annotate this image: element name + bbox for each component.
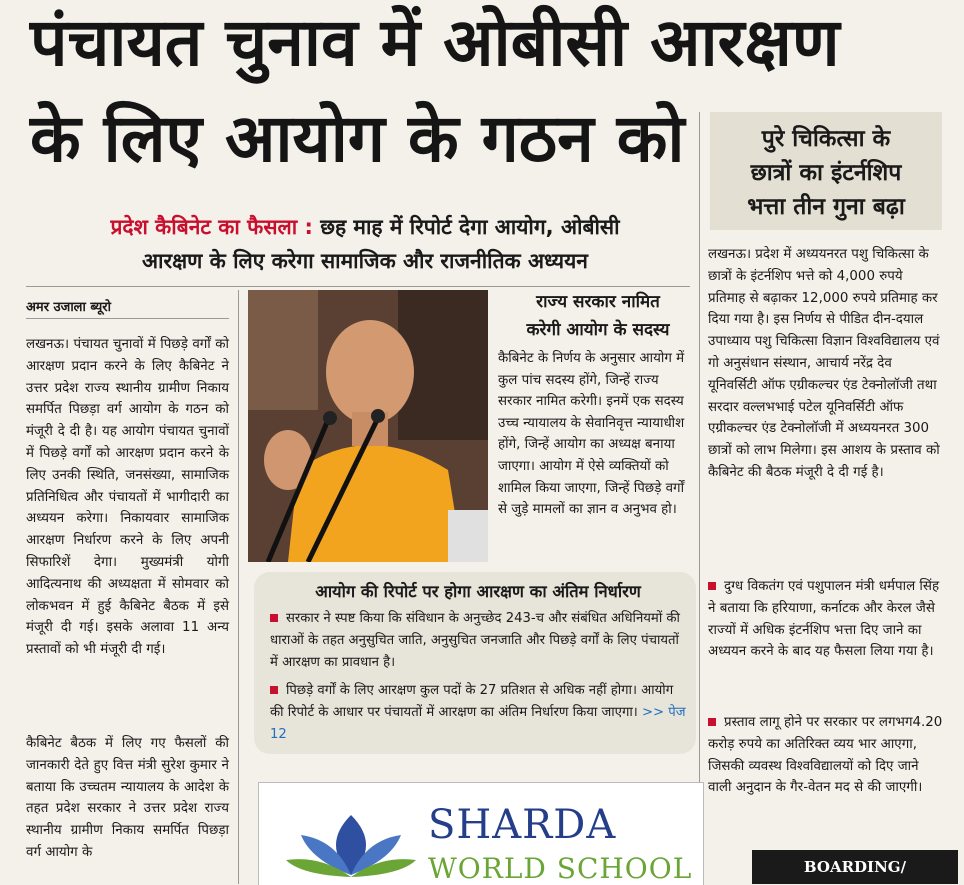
side-story-bullet — [708, 576, 944, 663]
subhead-label: प्रदेश कैबिनेट का फैसला : — [110, 215, 313, 239]
lotus-logo-icon — [281, 805, 421, 885]
headline-line-1: पंचायत चुनाव में ओबीसी आरक्षण — [30, 4, 840, 81]
highlight-bullet-text: सरकार ने स्पष्ट किया कि संविधान के अनुच्छेद 243-च और संबंधित अधिनियमों की धाराओं के तहत अनुसुचित जाति, अनुसुचित जनजाति और पिछड़े वर्गों के लिए पंचायतों में आरक्षण का प्रावधान है। — [270, 611, 680, 670]
main-story-para-2: कैबिनेट बैठक में लिए गए फैसलों की जानकारी देते हुए वित्त मंत्री सुरेश कुमार ने बताया कि उच्चतम न्यायालय के आदेश के तहत प्रदेश सरकार ने उत्तर प्रदेश राज्य स्थानीय ग्रामीण निकाय समर्पित पिछड़ा वर्ग आयोग के — [26, 736, 229, 860]
side-story-bullet — [708, 712, 944, 799]
highlight-bullet — [270, 608, 688, 674]
side-story-title — [720, 122, 932, 224]
subhead-line1: छह माह में रिपोर्ट देगा आयोग, ओबीसी — [312, 215, 620, 239]
side-story-body: लखनऊ। प्रदेश में अध्ययनरत पशु चिकित्सा के छात्रों के इंटर्नशिप भत्ते को 4,000 रुपये प्रतिमाह से बढ़ाकर 12,000 रुपये प्रतिमाह कर दिया गया है। इस निर्णय से पीडित दीन-दयाल उपाध्याय पशु चिकित्सा विज्ञान विश्वविद्यालय एवं गो अनुसंधान संस्थान, आचार्य नरेंद्र देव यूनिवर्सिटी ऑफ एग्रीकल्चर एंड टेक्नोलॉजी तथा सरदार वल्लभभाई पटेल यूनिवर्सिटी ऑफ एग्रीकल्चर एंड टेक्नोलॉजी में अध्ययनरत 300 छात्रों को लाभ मिलेगा। इस आशय के प्रस्ताव को कैबिनेट की बैठक मंजूरी दे दी गई है। — [708, 247, 940, 480]
side-bullet-text: प्रस्ताव लागू होने पर सरकार पर लगभग4.20 करोड़ रुपये का अतिरिक्त व्यय भार आएगा, जिसकी व्यवस्थ विश्वविद्यालयों को दिए जाने वाली अनुदान के गैर-वेतन मद से की जाएगी। — [708, 715, 943, 796]
side-title-line: पुरे चिकित्सा के — [761, 126, 891, 152]
mid-title-line: राज्य सरकार नामित — [536, 292, 660, 312]
column-divider — [699, 112, 700, 884]
column-divider — [238, 290, 239, 884]
bullet-square-icon — [708, 582, 716, 590]
mid-story-body: कैबिनेट के निर्णय के अनुसार आयोग में कुल पांच सदस्य होंगे, जिन्हें राज्य सरकार नामित करेगी। इनमें एक सदस्य उच्च न्यायालय के सेवानिवृत्त न्यायाधीश होंगे, जिन्हें आयोग का अध्यक्ष बनाया जाएगा। आयोग में ऐसे व्यक्तियों को शामिल किया जाएगा, जिन्हें पिछड़े वर्गों से जुड़े मामलों का ज्ञान व अनुभव हो। — [498, 351, 685, 518]
ad2-text: BOARDING/ — [803, 858, 907, 876]
side-title-line: छात्रों का इंटर्नशिप — [750, 160, 902, 186]
row-divider — [26, 286, 690, 287]
headline-line-2: के लिए आयोग के गठन को — [30, 100, 685, 177]
bullet-square-icon — [708, 718, 716, 726]
side-title-line: भत्ता तीन गुना बढ़ा — [747, 194, 905, 220]
mid-story-title — [498, 288, 698, 344]
bullet-square-icon — [270, 686, 278, 694]
byline-rule — [26, 318, 229, 319]
ad-brand-name: SHARDA — [428, 802, 617, 848]
subhead — [40, 210, 690, 278]
subhead-line2: आरक्षण के लिए करेगा सामाजिक और राजनीतिक अध्ययन — [142, 249, 588, 273]
page-reference-link[interactable]: >> पेज 12 — [270, 705, 686, 742]
bullet-square-icon — [270, 614, 278, 622]
mid-title-line: करेगी आयोग के सदस्य — [526, 320, 670, 340]
side-bullet-text: दुग्ध विकतंग एवं पशुपालन मंत्री धर्मपाल सिंह ने बताया कि हरियाणा, कर्नाटक और केरल जैसे राज्यों में अधिक इंटर्नशिप भत्ता दिए जाने का अध्ययन करने के बाद यह फैसला लिया गया है। — [708, 579, 940, 660]
byline: अमर उजाला ब्यूरो — [26, 300, 111, 315]
highlight-bullet-text: पिछड़े वर्गों के लिए आरक्षण कुल पदों के 27 प्रतिशत से अधिक नहीं होगा। आयोग की रिपोर्ट के आधार पर पंचायतों में आरक्षण का अंतिम निर्धारण किया जाएगा। — [270, 683, 674, 720]
photo-illustration — [248, 290, 488, 562]
highlight-bullet — [270, 680, 688, 746]
main-story-para-1: लखनऊ। पंचायत चुनावों में पिछड़े वर्गों को आरक्षण प्रदान करने के लिए कैबिनेट ने उत्तर प्रदेश राज्य स्थानीय ग्रामीण निकाय समर्पित पिछड़ा वर्ग आयोग के गठन को मंजूरी दे दी है। यह आयोग पंचायत चुनावों में पिछड़े वर्गों को आरक्षण प्रदान करने के लिए उनकी स्थिति, जनसंख्या, सामाजिक प्रतिनिधित्व और पंचायतों में भागीदारी का अध्ययन करेगा। निकायवार सामाजिक आरक्षण निर्धारण करने के लिए अपनी सिफारिशें देगा। मुख्यमंत्री योगी आदित्यनाथ की अध्यक्षता में सोमवार को लोकभवन में हुई कैबिनेट बैठक में इसे मंजूरी दी गई। इसके अलावा 11 अन्य प्रस्तावों को भी मंजूरी दी गई। — [26, 337, 229, 658]
news-photo — [248, 290, 488, 562]
highlight-box-title: आयोग की रिपोर्ट पर होगा आरक्षण का अंतिम निर्धारण — [315, 582, 641, 601]
ad-brand-subtitle: WORLD SCHOOL — [428, 852, 693, 885]
